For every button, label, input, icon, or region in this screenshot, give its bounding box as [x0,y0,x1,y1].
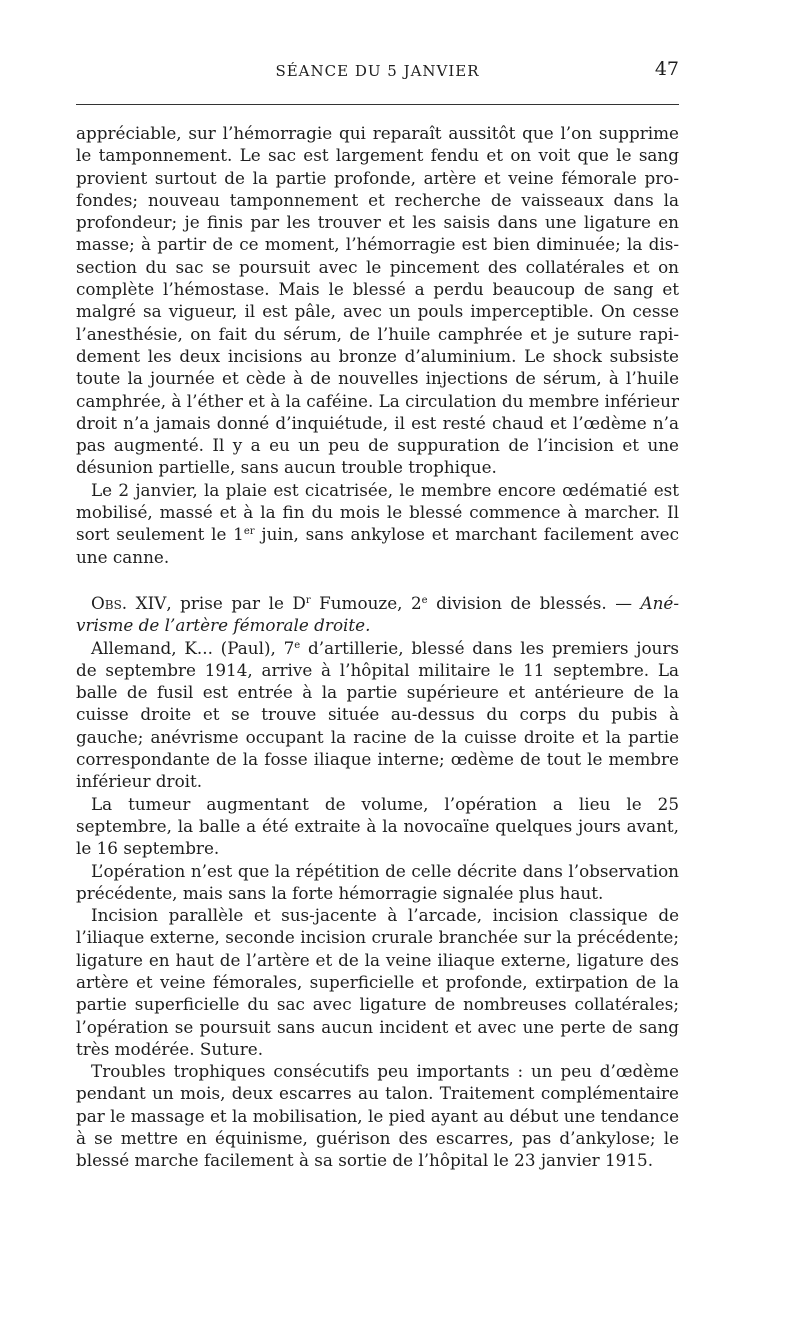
observation-label: Obs. XIV [91,592,167,613]
page-number: 47 [654,58,679,80]
text-run: , prise par le D [166,592,306,613]
paragraph-discharge [76,479,679,568]
text-run: d’artillerie, blessé dans les premiers jours de septembre 1914, arrive à l’hôpital militaire le 11 septembre. La balle de fusil est entrée à la partie supérieure et antérieure de la cuisse droite et se trouve située au-dessus du corps du pubis à gauche; anévrisme occupant la racine de la cuisse droite et la partie correspondante de la fosse iliaque interne; œdème de tout le membre inférieur droit. [76,637,679,792]
superscript: e [294,639,301,651]
paragraph-incision: Incision parallèle et sus-jacente à l’arcade, incision classique de l’iliaque externe, seconde incision crurale branchée sur la précédente; ligature en haut de l’artère et de la veine iliaque externe, ligature des artère et veine fémorales, superficielle et profonde, extirpation de la partie superficielle du sac avec ligature de nombreuses collatérales; l’opération se poursuit sans aucun incident et avec une perte de sang très modérée. Suture. [76,905,679,1059]
text-run: division de blessés. — [427,592,641,613]
text-run: Fumouze, 2 [310,592,422,613]
observation-title: Anévrisme de l’artère fémorale droite. [76,592,679,636]
running-head [76,58,679,86]
superscript: r [305,594,311,606]
superscript: er [243,526,255,538]
paragraph-continuation: appréciable, sur l’hémorragie qui reparaît aussitôt que l’on supprime le tamponnement. Le sac est largement fendu et on voit que le sang provient surtout de la partie profonde, artère et veine fémorale profondes; nouveau tamponnement et recherche de vaisseaux dans la profondeur; je finis par les trouver et les saisis dans une ligature en masse; à partir de ce moment, l’hémorragie est bien diminuée; la dissection du sac se poursuit avec le pincement des collatérales et on complète l’hémostase. Mais le blessé a perdu beaucoup de sang et malgré sa vigueur, il est pâle, avec un pouls imperceptible. On cesse l’anesthésie, on fait du sérum, de l’huile camphrée et je suture rapidement les deux incisions au bronze d’aluminium. Le shock subsiste toute la journée et cède à de nouvelles injections de sérum, à l’huile camphrée, à l’éther et à la caféine. La circulation du membre inférieur droit n’a jamais donné d’inquiétude, il est resté chaud et l’œdème n’a pas augmenté. Il y a eu un peu de suppuration de l’incision et une désunion partielle, sans aucun trouble trophique. [76,123,679,478]
paragraph-operation-date: La tumeur augmentant de volume, l’opération a lieu le 25 septembre, la balle a été extraite à la novocaïne quelques jours avant, le 16 septembre. [76,793,679,859]
paragraph-outcome: Troubles trophiques consécutifs peu importants : un peu d’œdème pendant un mois, deux escarres au talon. Traitement complémentaire par le massage et la mobilisation, le pied ayant au début une tendance à se mettre en équinisme, guérison des escarres, pas d’ankylose; le blessé marche facilement à sa sortie de l’hôpital le 23 janvier 1915. [76,1061,679,1171]
text-run: juin, sans ankylose et marchant facilement avec une canne. [76,524,679,567]
text-run: Le 2 janvier, la plaie est cicatrisée, le membre encore œdématié est mobilisé, massé et à la fin du mois le blessé commence à marcher. Il sort seulement le 1 [76,479,679,545]
observation-heading [76,592,679,637]
superscript: e [421,594,428,606]
text-run: Allemand, K... (Paul), 7 [91,637,295,658]
paragraph-patient [76,637,679,793]
running-title: SÉANCE DU 5 JANVIER [275,62,480,80]
paragraph-operation-summary: L’opération n’est que la répétition de celle décrite dans l’observation précédente, mais sans la forte hémorragie signalée plus haut. [76,860,679,903]
header-rule [76,104,679,105]
body-text [76,122,679,1172]
